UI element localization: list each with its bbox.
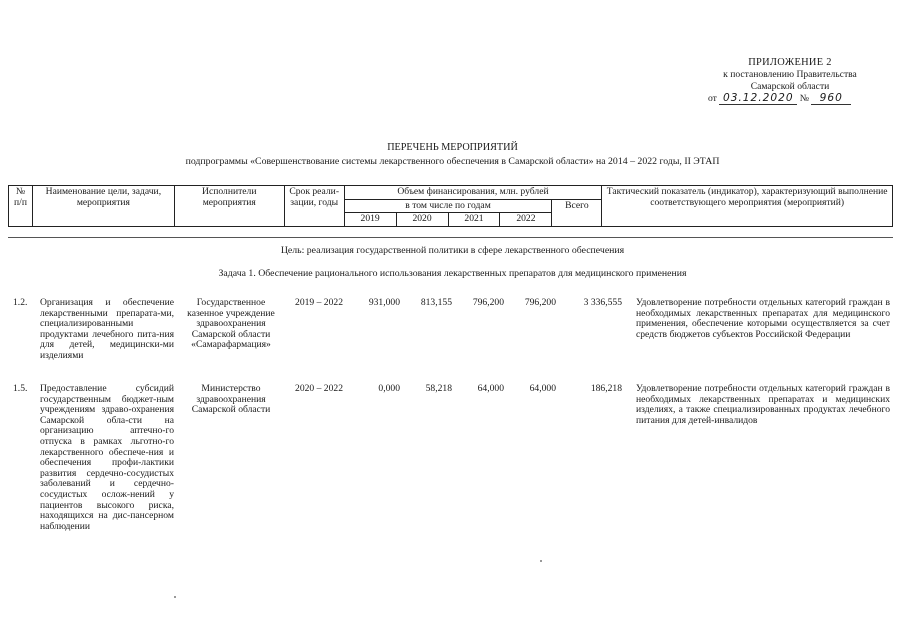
header-divider — [8, 237, 893, 238]
row-1-num: 1.2. — [13, 297, 28, 308]
appendix-signature-line — [700, 93, 880, 105]
header-funding: Объем финансирования, млн. рублей — [344, 186, 602, 200]
number-prefix: № — [799, 93, 809, 104]
row-2-y2019: 0,000 — [378, 383, 400, 394]
document-subtitle: подпрограммы «Совершенствование системы лекарственного обеспечения в Самарской области» на 2014 – 2022 годы, II ЭТАП — [185, 156, 720, 167]
row-1-executor: Государственное казенное учреждение здравоохранения Самарской области «Самарафармация» — [187, 297, 275, 351]
row-2-y2021: 64,000 — [477, 383, 504, 394]
row-2-term: 2020 – 2022 — [295, 383, 343, 394]
goal-heading: Цель: реализация государственной политики в сфере лекарственного обеспечения — [280, 245, 625, 256]
header-num: № п/п — [9, 186, 33, 227]
appendix-block — [700, 57, 880, 105]
row-1-term: 2019 – 2022 — [295, 297, 343, 308]
header-year-2022: 2022 — [500, 213, 552, 227]
header-year-2019: 2019 — [344, 213, 396, 227]
appendix-line-1: к постановлению Правительства — [723, 69, 857, 80]
table-header — [8, 185, 893, 227]
document-title: ПЕРЕЧЕНЬ МЕРОПРИЯТИЙ — [387, 142, 518, 153]
row-1-y2022: 796,200 — [524, 297, 556, 308]
row-1-y2019: 931,000 — [368, 297, 400, 308]
row-1-indicator: Удовлетворение потребности отдельных категорий граждан в необходимых лекарственных препаратах для медицинского применения, обеспечение которыми осуществляется за счет средств бюджетов субъектов Российской Федерации — [636, 297, 890, 340]
appendix-line-2: Самарской области — [750, 81, 830, 92]
scan-speck — [174, 596, 176, 598]
row-1-name: Организация и обеспечение лекарственными препарата-ми, специализированными продуктами лечебного пита-ния для детей, медицински-ми изделиями — [40, 297, 174, 361]
row-2-y2020: 58,218 — [425, 383, 452, 394]
row-2-executor: Министерство здравоохранения Самарской области — [191, 383, 271, 416]
header-executor: Исполнители мероприятия — [174, 186, 284, 227]
header-indicator: Тактический показатель (индикатор), характеризующий выполнение соответствующего мероприятия (мероприятий) — [602, 186, 893, 227]
task-heading: Задача 1. Обеспечение рационального использования лекарственных препаратов для медицинского применения — [218, 268, 687, 279]
scan-speck — [540, 560, 542, 562]
header-term: Срок реали-зации, годы — [284, 186, 344, 227]
handwritten-date: 03.12.2020 — [719, 93, 797, 105]
header-total: Всего — [552, 199, 602, 226]
header-name: Наименование цели, задачи, мероприятия — [32, 186, 174, 227]
row-1-y2021: 796,200 — [472, 297, 504, 308]
row-1-total: 3 336,555 — [583, 297, 622, 308]
row-2-indicator: Удовлетворение потребности отдельных категорий граждан в необходимых лекарственных препаратах и медицинских изделиях, а также специализированных продуктах лечебного питания для детей-инвалидов — [636, 383, 890, 426]
header-by-years: в том числе по годам — [344, 199, 552, 213]
date-prefix: от — [708, 93, 717, 104]
row-1-y2020: 813,155 — [420, 297, 452, 308]
appendix-title: ПРИЛОЖЕНИЕ 2 — [748, 57, 832, 68]
header-year-2020: 2020 — [396, 213, 448, 227]
handwritten-number: 960 — [811, 93, 851, 105]
row-2-num: 1.5. — [13, 383, 28, 394]
header-year-2021: 2021 — [448, 213, 500, 227]
row-2-total: 186,218 — [590, 383, 622, 394]
row-2-name: Предоставление субсидий государственным бюджет-ным учреждениям здраво-охранения Самарской обла-сти на организацию аптечно-го отпуска в рамках льготно-го лекарственного обеспече-ния и обеспечения профи-лактики развития сердечно-сосудистых заболеваний и сердечно-сосудистых ослож-нений у пациентов высокого риска, находящихся на дис-пансерном наблюдении — [40, 383, 174, 532]
row-2-y2022: 64,000 — [529, 383, 556, 394]
